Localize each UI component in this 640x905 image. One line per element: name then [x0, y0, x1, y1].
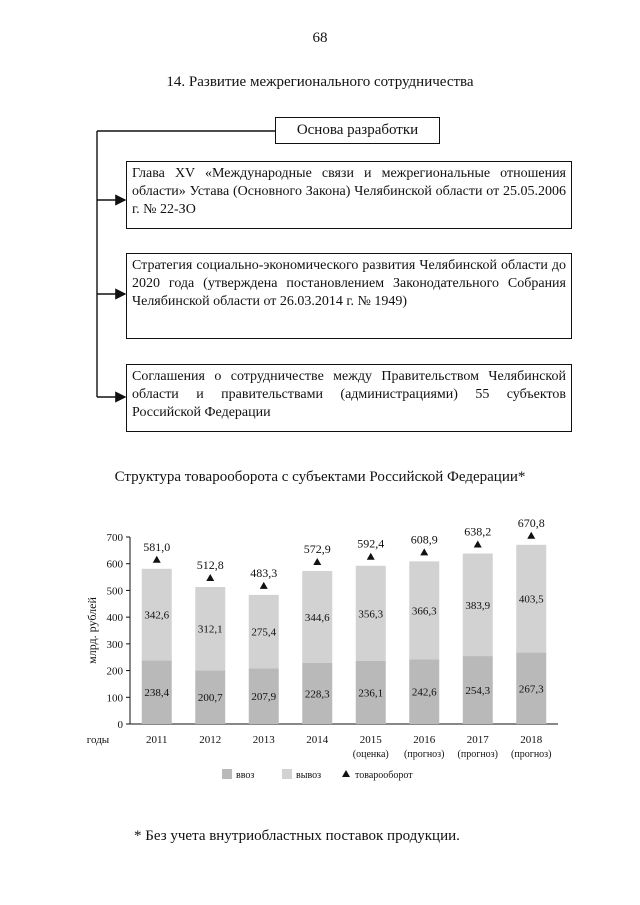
label-import: 236,1: [358, 687, 384, 700]
x-tick-label: 2014: [306, 734, 329, 746]
label-turnover: 670,8: [517, 515, 545, 530]
document-box-agreements: Соглашения о сотрудничестве между Правительством Челябинской области и правительствами (администрациями) 55 субъектов Российской Федерации: [126, 364, 572, 432]
x-axis-label: годы: [86, 734, 110, 746]
y-tick-label: 400: [106, 612, 123, 625]
label-export: 356,3: [358, 608, 384, 621]
x-tick-label: 2015: [359, 734, 382, 746]
basis-box: Основа разработки: [275, 117, 440, 144]
legend-swatch-export: [282, 769, 292, 779]
x-tick-label: 2018: [520, 734, 543, 746]
document-box-strategy: Стратегия социально-экономического развития Челябинской области до 2020 года (утверждена постановлением Законодательного Собрания Челябинской области от 26.03.2014 г. № 1949): [126, 253, 572, 339]
label-import: 254,3: [465, 685, 491, 698]
y-axis-label: млрд. рублей: [85, 597, 99, 664]
label-turnover: 512,8: [196, 558, 224, 573]
x-tick-label: 2017: [466, 734, 489, 746]
legend-swatch-import: [222, 769, 232, 779]
marker-turnover: [367, 553, 375, 560]
marker-turnover: [420, 548, 428, 555]
marker-turnover: [313, 558, 321, 565]
x-tick-label: 2012: [199, 734, 222, 746]
marker-turnover: [206, 574, 214, 581]
trade-chart: [0, 495, 640, 800]
page-number: 68: [312, 30, 328, 46]
section-title: 14. Развитие межрегионального сотрудничества: [166, 74, 474, 90]
marker-turnover: [474, 541, 482, 548]
label-import: 242,6: [411, 686, 437, 699]
label-turnover: 608,9: [410, 532, 438, 547]
legend-marker-turnover: [342, 770, 350, 777]
label-turnover: 581,0: [143, 539, 171, 554]
y-tick-label: 700: [106, 532, 123, 544]
label-turnover: 592,4: [357, 536, 385, 551]
legend-label-import: ввоз: [236, 770, 255, 781]
label-export: 403,5: [518, 593, 544, 606]
y-tick-label: 500: [106, 585, 123, 598]
label-export: 342,6: [144, 609, 170, 622]
marker-turnover: [527, 532, 535, 539]
marker-turnover: [153, 556, 161, 563]
label-export: 275,4: [251, 626, 277, 639]
document-box-charter: Глава XV «Международные связи и межрегиональные отношения области» Устава (Основного Закона) Челябинской области от 25.05.2006 г. № 22-ЗО: [126, 161, 572, 229]
y-tick-label: 200: [106, 665, 123, 678]
label-turnover: 483,3: [250, 565, 278, 580]
x-tick-note: (прогноз): [511, 749, 552, 760]
label-import: 238,4: [144, 687, 170, 700]
x-tick-label: 2013: [252, 734, 275, 746]
y-tick-label: 100: [106, 692, 123, 705]
label-export: 312,1: [197, 623, 223, 636]
x-tick-label: 2016: [413, 734, 436, 746]
x-tick-note: (оценка): [352, 749, 389, 760]
label-import: 207,9: [251, 691, 277, 704]
x-tick-label: 2011: [145, 734, 168, 746]
marker-turnover: [260, 582, 268, 589]
label-import: 267,3: [518, 683, 544, 696]
legend-label-export: вывоз: [296, 770, 322, 781]
x-tick-note: (прогноз): [457, 749, 498, 760]
label-turnover: 572,9: [303, 541, 331, 556]
footnote: * Без учета внутриобластных поставок продукции.: [134, 828, 460, 844]
chart-title: Структура товарооборота с субъектами Российской Федерации*: [114, 469, 526, 485]
label-export: 383,9: [465, 599, 491, 612]
x-tick-note: (прогноз): [404, 749, 445, 760]
y-tick-label: 300: [106, 638, 123, 651]
y-tick-label: 0: [117, 719, 123, 731]
label-import: 200,7: [197, 692, 223, 705]
label-export: 366,3: [411, 605, 437, 618]
label-import: 228,3: [304, 688, 330, 701]
legend-label-turnover: товарооборот: [355, 770, 413, 781]
label-export: 344,6: [304, 611, 330, 624]
label-turnover: 638,2: [464, 524, 492, 539]
y-tick-label: 600: [106, 558, 123, 571]
